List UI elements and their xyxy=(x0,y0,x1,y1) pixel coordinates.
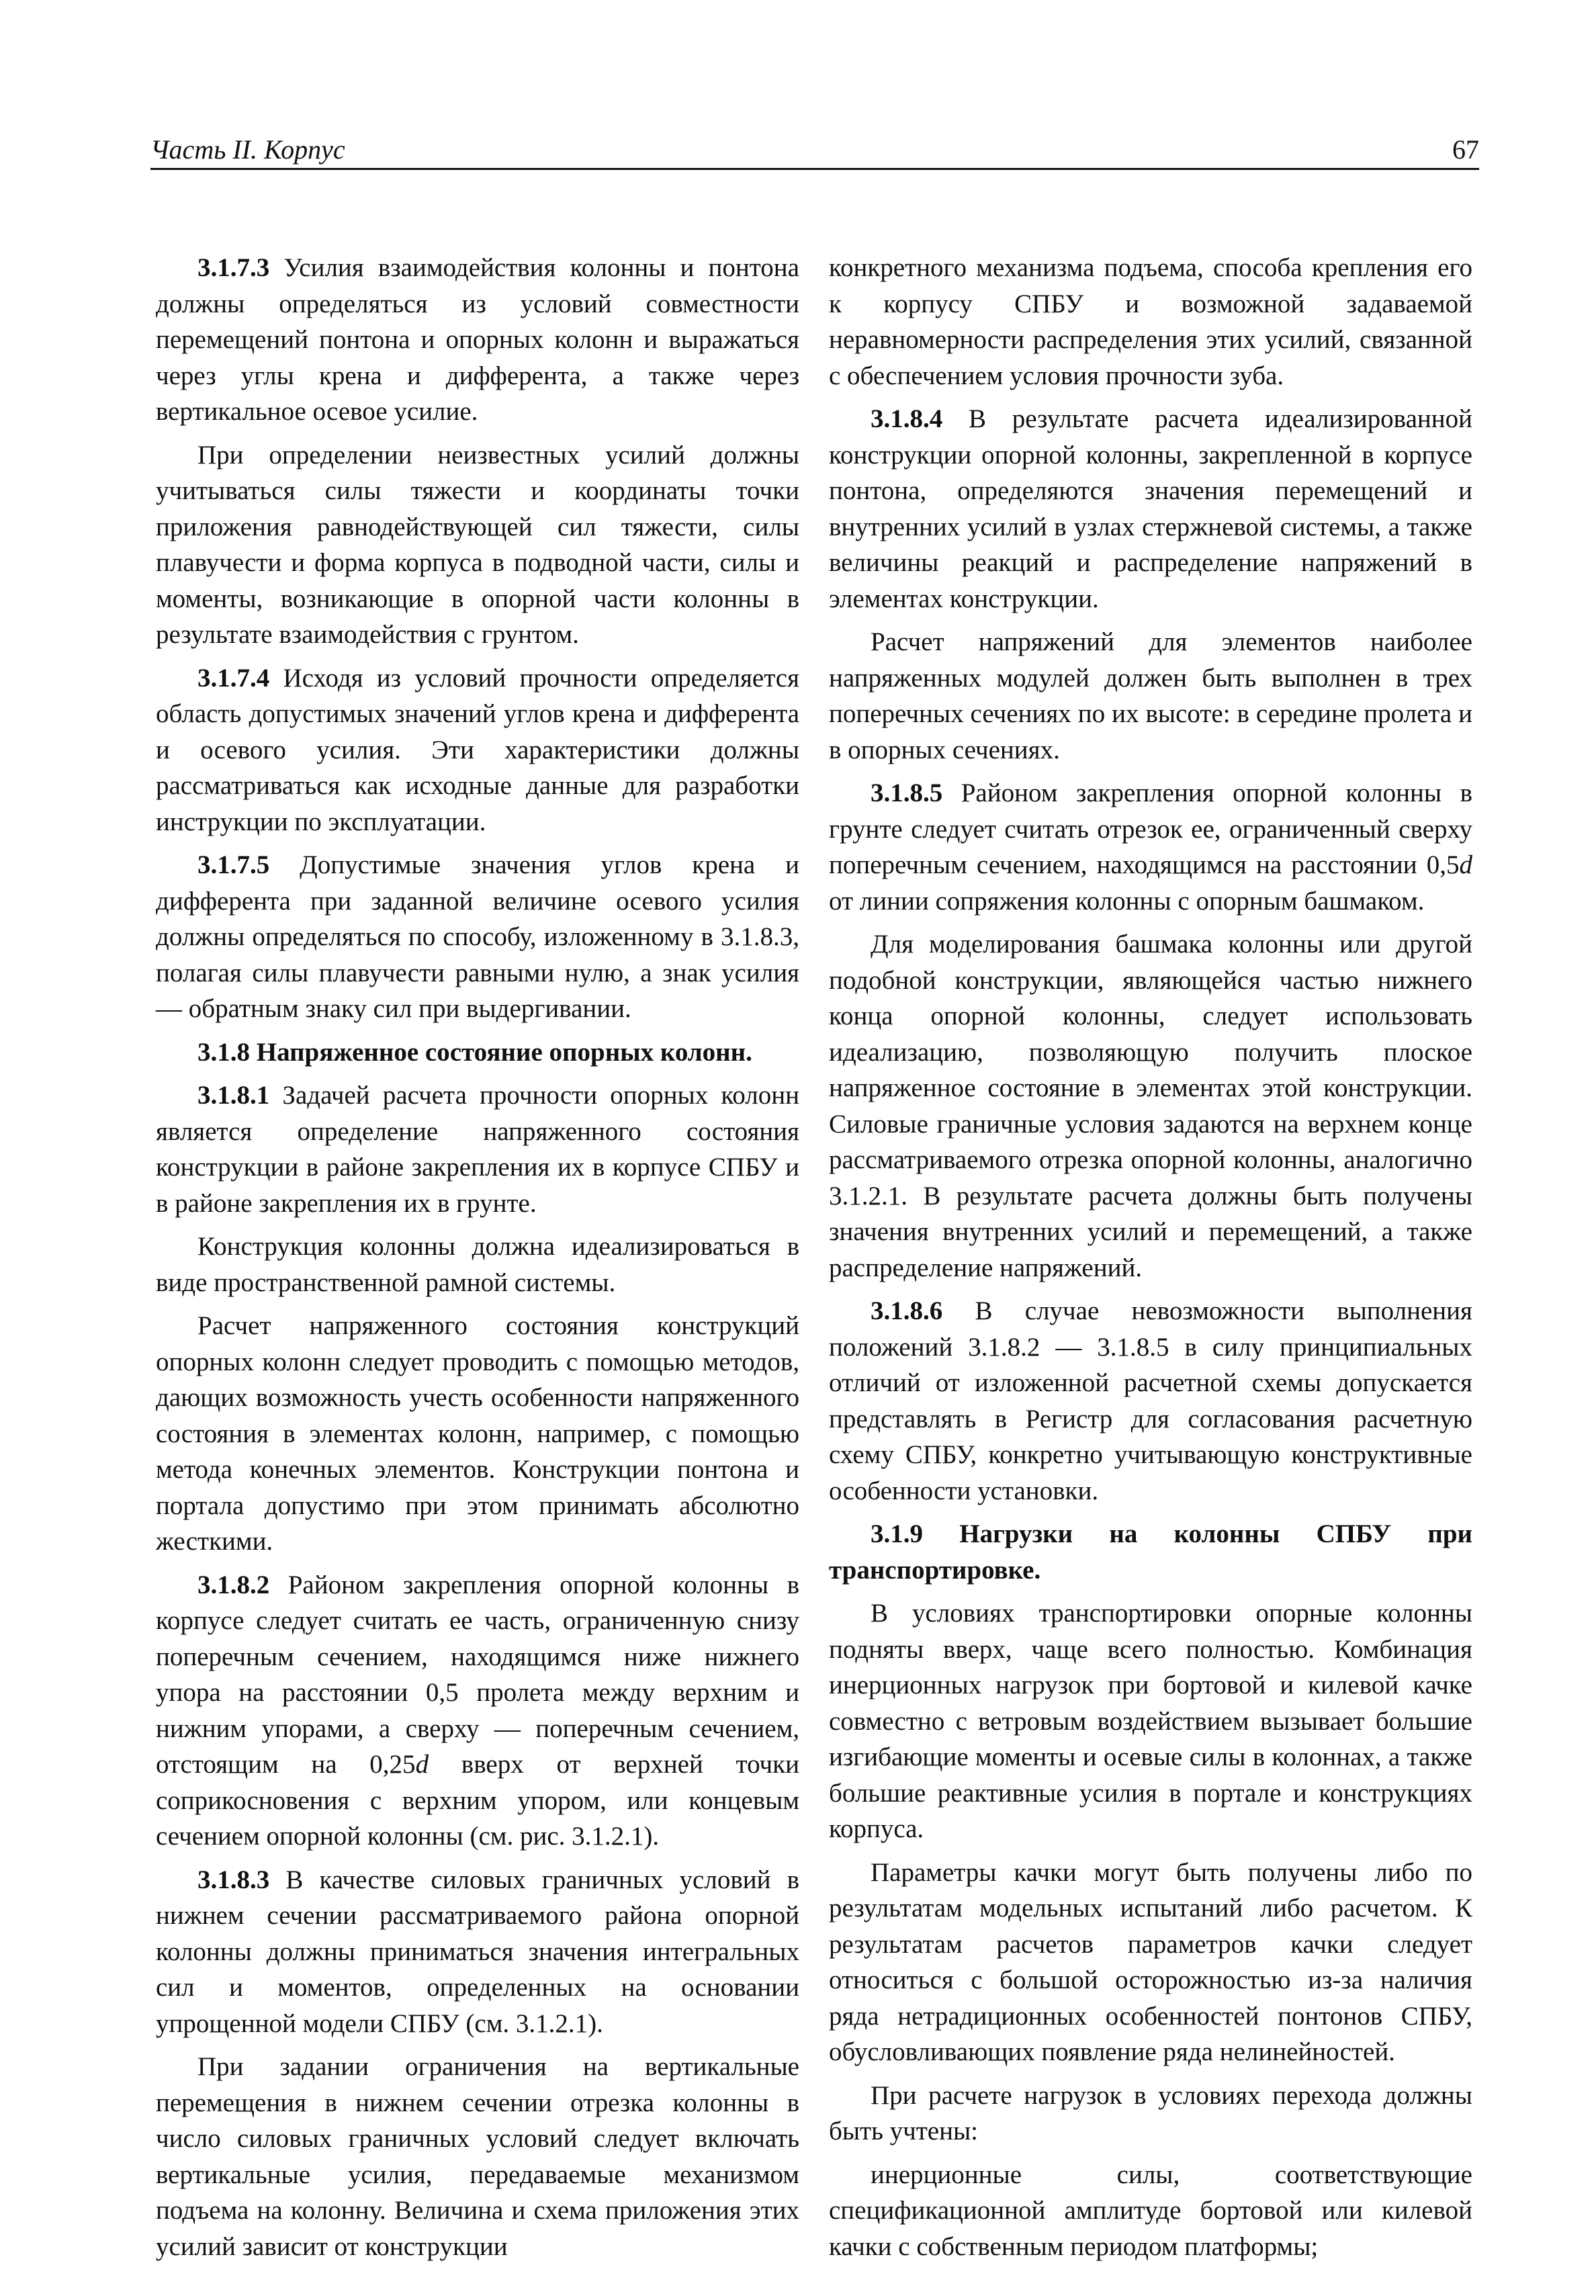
paragraph-text: В результате расчета идеализированной конструкции опорной колонны, закрепленной в корпусе понтона, определяются значения перемещений и внутренних усилий в узлах стержневой системы, а также величины реакций и распределение напряжений в элементах конструкции. xyxy=(829,404,1472,613)
paragraph-text: вверх от верхней точки соприкосновения с верхним упором, или концевым сечением опорной колонны (см. рис. 3.1.2.1). xyxy=(156,1750,799,1851)
paragraph xyxy=(829,926,1472,1286)
paragraph-text: В условиях транспортировки опорные колонны подняты вверх, чаще всего полностью. Комбинация инерционных нагрузок при бортовой и килевой качке совместно с ветровым воздействием вызывает большие изгибающие моменты и осевые силы в колоннах, а также большие реактивные усилия в портале и конструкциях корпуса. xyxy=(829,1599,1472,1843)
section-number: 3.1.8.3 xyxy=(197,1865,270,1894)
paragraph-text: Конструкция колонны должна идеализироваться в виде пространственной рамной системы. xyxy=(156,1232,799,1297)
paragraph-3-1-7-4 xyxy=(156,660,799,840)
paragraph-text: Районом закрепления опорной колонны в грунте следует считать отрезок ее, ограниченный сверху поперечным сечением, находящимся на расстоянии 0,5 xyxy=(829,779,1472,879)
section-number: 3.1.8.6 xyxy=(871,1296,943,1325)
heading-text: 3.1.8 Напряженное состояние опорных колонн. xyxy=(197,1037,752,1067)
paragraph-3-1-8-3 xyxy=(156,1862,799,2042)
paragraph-text: При определении неизвестных усилий должны учитываться силы тяжести и координаты точки приложения равнодействующей сил тяжести, силы плавучести и форма корпуса в подводной части, силы и моменты, возникающие в опорной части колонны в результате взаимодействия с грунтом. xyxy=(156,440,799,649)
paragraph-text: Параметры качки могут быть получены либо по результатам модельных испытаний либо расчетом. К результатам расчетов параметров качки следует относиться с большой осторожностью из-за наличия ряда нетрадиционных особенностей понтонов СПБУ, обусловливающих появление ряда нелинейностей. xyxy=(829,1857,1472,2066)
right-column xyxy=(829,250,1472,2272)
heading-text: 3.1.9 Нагрузки на колонны СПБУ при транспортировке. xyxy=(829,1519,1472,1585)
paragraph-text: Районом закрепления опорной колонны в корпусе следует считать ее часть, ограниченную снизу поперечным сечением, находящимся ниже нижнего упора на расстоянии 0,5 пролета между верхним и нижним упорами, а сверху — поперечным сечением, отстоящим на 0,25 xyxy=(156,1570,799,1779)
section-number: 3.1.7.5 xyxy=(197,850,270,879)
paragraph-text: Усилия взаимодействия колонны и понтона должны определяться из условий совместности перемещений понтона и опорных колонн и выражаться через углы крена и дифферента, а также через вертикальное осевое усилие. xyxy=(156,253,799,426)
running-header xyxy=(150,128,1479,170)
left-column xyxy=(156,250,799,2272)
paragraph-continuation xyxy=(829,250,1472,394)
paragraph-text: При расчете нагрузок в условиях перехода должны быть учтены: xyxy=(829,2080,1472,2146)
section-heading-3-1-8 xyxy=(156,1034,799,1071)
variable-d: d xyxy=(415,1750,429,1779)
list-item xyxy=(829,2157,1472,2265)
paragraph-3-1-8-1 xyxy=(156,1077,799,1221)
section-number: 3.1.7.4 xyxy=(197,663,270,693)
paragraph-text: Допустимые значения углов крена и дифферента при заданной величине осевого усилия должны определяться по способу, изложенному в 3.1.8.3, полагая силы плавучести равными нулю, а знак усилия — обратным знаку сил при выдергивании. xyxy=(156,850,799,1023)
section-number: 3.1.8.5 xyxy=(871,779,943,807)
paragraph xyxy=(156,437,799,653)
paragraph-text: В случае невозможности выполнения положений 3.1.8.2 — 3.1.8.5 в силу принципиальных отличий от изложенной расчетной схемы допускается представлять в Регистр для согласования расчетную схему СПБУ, конкретно учитывающую конструктивные особенности установки. xyxy=(829,1296,1472,1505)
paragraph-text: конкретного механизма подъема, способа крепления его к корпусу СПБУ и возможной задаваемой неравномерности распределения этих усилий, связанной с обеспечением условия прочности зуба. xyxy=(829,253,1472,390)
paragraph xyxy=(156,2049,799,2264)
paragraph xyxy=(829,2078,1472,2150)
paragraph-3-1-7-5 xyxy=(156,847,799,1027)
paragraph-text: Для моделирования башмака колонны или другой подобной конструкции, являющейся частью нижнего конца опорной колонны, следует использовать идеализацию, позволяющую получить плоское напряженное состояние в элементах этой конструкции. Силовые граничные условия задаются на верхнем конце рассматриваемого отрезка опорной колонны, аналогично 3.1.2.1. В результате расчета должны быть получены значения внутренних усилий и перемещений, а также распределение напряжений. xyxy=(829,930,1472,1282)
paragraph xyxy=(829,624,1472,768)
paragraph-3-1-8-2 xyxy=(156,1567,799,1855)
paragraph-text: инерционные силы, соответствующие спецификационной амплитуде бортовой или килевой качки с собственным периодом платформы; xyxy=(829,2160,1472,2261)
section-number: 3.1.8.4 xyxy=(871,404,943,433)
section-heading-3-1-9 xyxy=(829,1516,1472,1588)
paragraph-3-1-8-4 xyxy=(829,401,1472,617)
running-title: Часть II. Корпус xyxy=(150,134,345,165)
paragraph-3-1-8-6 xyxy=(829,1293,1472,1509)
paragraph-text: Расчет напряжений для элементов наиболее напряженных модулей должен быть выполнен в трех поперечных сечениях по их высоте: в середине пролета и в опорных сечениях. xyxy=(829,627,1472,764)
section-number: 3.1.7.3 xyxy=(197,253,270,282)
paragraph xyxy=(829,1595,1472,1847)
paragraph-text: В качестве силовых граничных условий в нижнем сечении рассматриваемого района опорной колонны должны приниматься значения интегральных сил и моментов, определенных на основании упрощенной модели СПБУ (см. 3.1.2.1). xyxy=(156,1865,799,2038)
paragraph xyxy=(829,1855,1472,2070)
paragraph-text: Расчет напряженного состояния конструкций опорных колонн следует проводить с помощью методов, дающих возможность учесть особенности напряженного состояния в элементах колонн, например, с помощью метода конечных элементов. Конструкции понтона и портала допустимо при этом принимать абсолютно жесткими. xyxy=(156,1311,799,1556)
section-number: 3.1.8.2 xyxy=(197,1570,270,1599)
paragraph-3-1-8-5 xyxy=(829,775,1472,919)
section-number: 3.1.8.1 xyxy=(197,1081,270,1110)
paragraph-text: При задании ограничения на вертикальные перемещения в нижнем сечении отрезка колонны в число силовых граничных условий следует включать вертикальные усилия, передаваемые механизмом подъема на колонну. Величина и схема приложения этих усилий зависит от конструкции xyxy=(156,2052,799,2261)
variable-d: d xyxy=(1459,850,1472,879)
paragraph-text: от линии сопряжения колонны с опорным башмаком. xyxy=(829,886,1425,916)
paragraph xyxy=(156,1308,799,1560)
paragraph-3-1-7-3 xyxy=(156,250,799,430)
paragraph xyxy=(156,1229,799,1300)
page-number: 67 xyxy=(1452,134,1479,165)
paragraph-text: Исходя из условий прочности определяется область допустимых значений углов крена и дифферента и осевого усилия. Эти характеристики должны рассматриваться как исходные данные для разработки инструкции по эксплуатации. xyxy=(156,663,799,836)
paragraph-text: Задачей расчета прочности опорных колонн является определение напряженного состояния конструкции в районе закрепления их в корпусе СПБУ и в районе закрепления их в грунте. xyxy=(156,1081,799,1218)
